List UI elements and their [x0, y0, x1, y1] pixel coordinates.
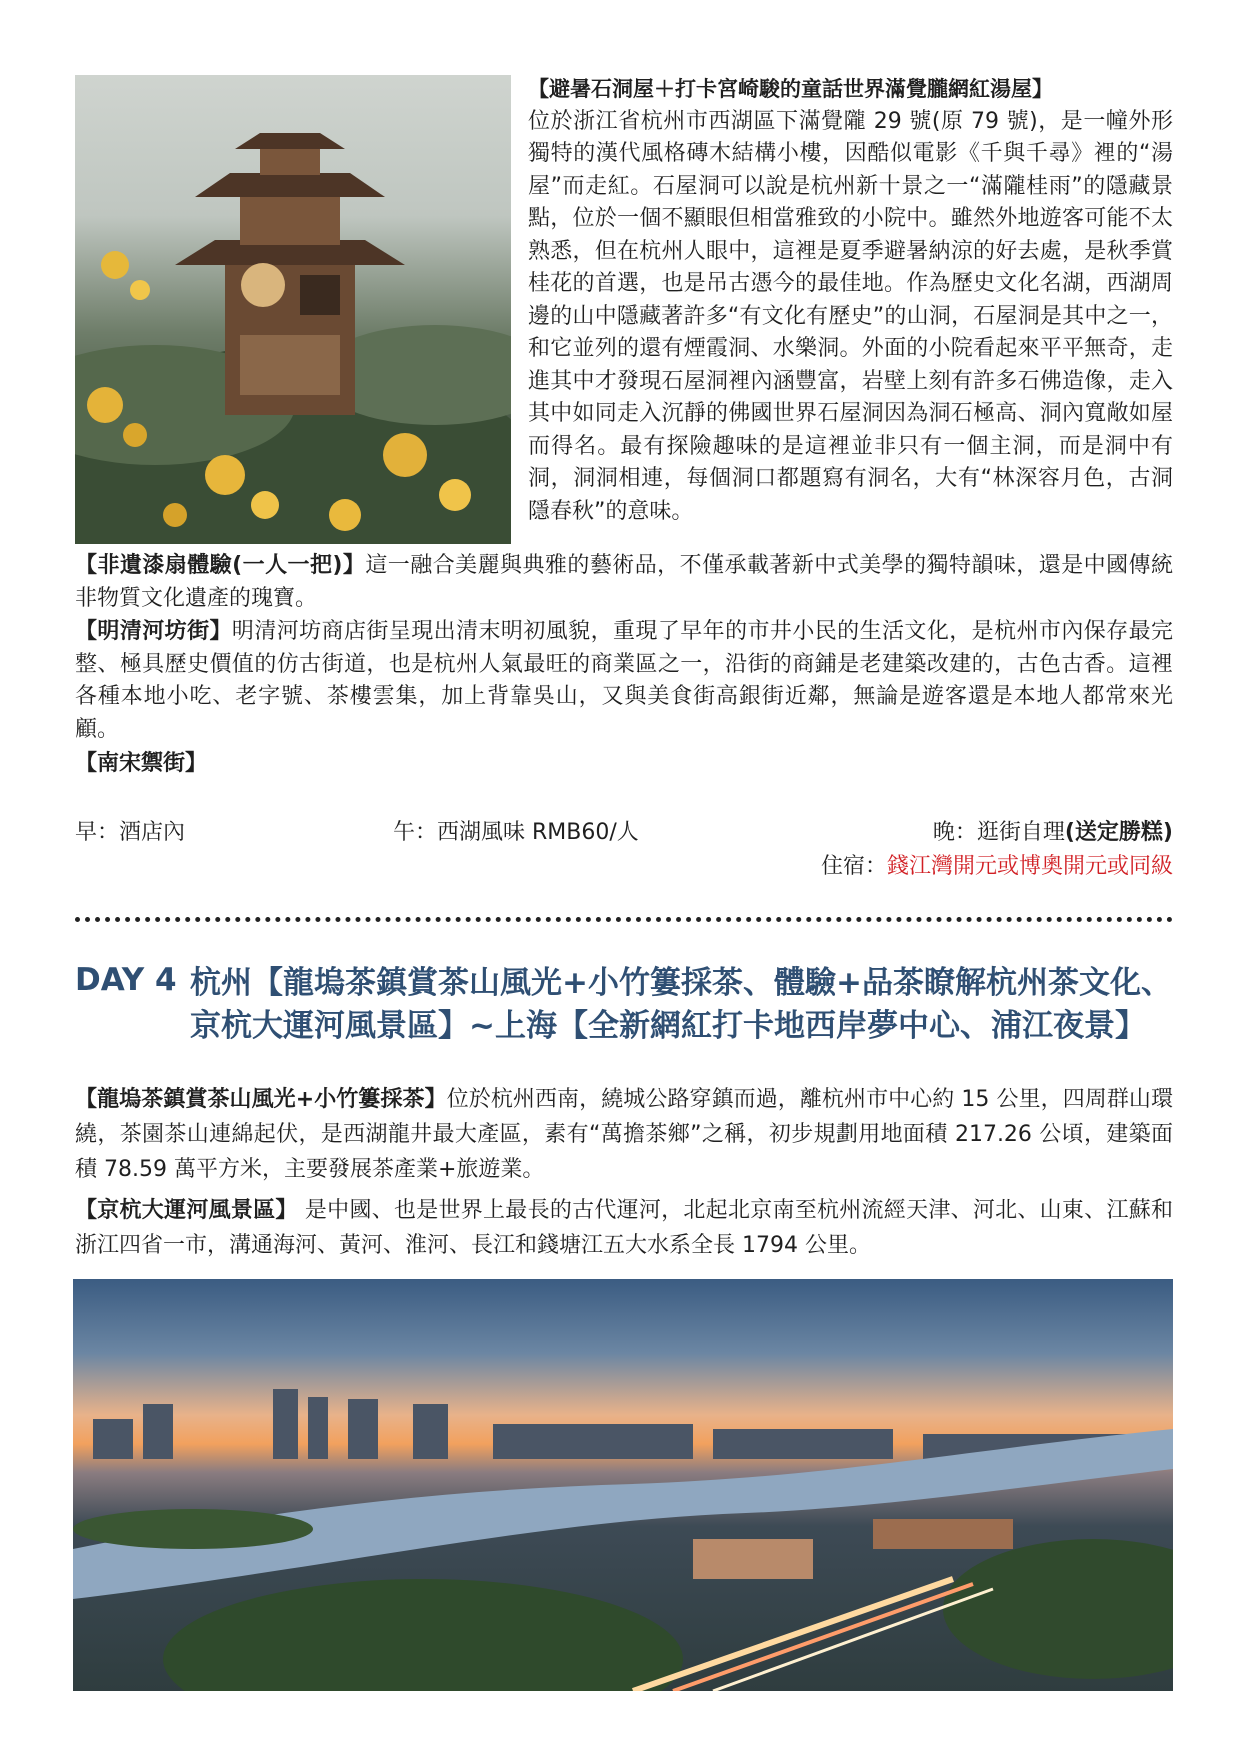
section-divider — [75, 917, 1173, 922]
grand-canal-photo — [73, 1279, 1173, 1691]
hotel-info — [821, 851, 1173, 884]
dinner-text: 晚：逛街自理 — [932, 820, 1065, 845]
hefang-body: 明清河坊商店街呈現出清末明初風貌，重現了早年的市井小民的生活文化，是杭州市內保存最完整、極具歷史價值的仿古街道，也是杭州人氣最旺的商業區之一，沿街的商鋪是老建築改建的，古色古香。這裡各種本地小吃、老字號、茶樓雲集，加上背靠吳山，又與美食街高銀街近鄰，無論是遊客還是本地人都常來光顧。 — [75, 619, 1173, 742]
dinner-gift: (送定勝糕) — [1064, 820, 1173, 845]
lacquer-fan-section — [75, 550, 1173, 615]
hotel-name: 錢江灣開元或博奧開元或同級 — [886, 854, 1173, 879]
day-label: DAY 4 — [75, 962, 177, 998]
grand-canal-section — [75, 1193, 1173, 1263]
stone-house-photo — [75, 75, 511, 544]
day-title: 杭州【龍塢茶鎮賞茶山風光+小竹簍採茶、體驗+品茶瞭解杭州茶文化、京杭大運河風景區】~上海【全新網紅打卡地西岸夢中心、浦江夜景】 — [190, 965, 1172, 1044]
grand-canal-body: 是中國、也是世界上最長的古代運河，北起北京南至杭州流經天津、河北、山東、江蘇和浙江四省一市，溝通海河、黃河、淮河、長江和錢塘江五大水系全長 1794 公里。 — [75, 1198, 1173, 1258]
hefang-heading: 【明清河坊街】 — [75, 619, 232, 644]
stone-house-illustration — [75, 75, 511, 544]
grand-canal-heading: 【京杭大運河風景區】 — [75, 1198, 298, 1223]
stone-house-heading: 【避暑石洞屋＋打卡宮崎駿的童話世界滿覺朧網紅湯屋】 — [528, 77, 1053, 101]
grand-canal-illustration — [73, 1279, 1173, 1691]
longwu-body: 位於杭州西南，繞城公路穿鎮而過，離杭州市中心約 15 公里，四周群山環繞，茶園茶山連綿起伏，是西湖龍井最大產區，素有“萬擔茶鄉”之稱，初步規劃用地面積 217.26 公頃，建築面積 78.59 萬平方米，主要發展茶產業+旅遊業。 — [75, 1087, 1174, 1182]
breakfast-info: 早：酒店內 — [75, 820, 186, 845]
lunch-info: 午：西湖風味 RMB60/人 — [393, 820, 639, 845]
longwu-section — [75, 1082, 1173, 1187]
lacquer-fan-body: 這一融合美麗與典雅的藝術品，不僅承載著新中式美學的獨特韻味，還是中國傳統非物質文化遺產的瑰寶。 — [75, 553, 1173, 611]
nansong-section — [75, 748, 207, 781]
hotel-label: 住宿： — [820, 854, 887, 879]
dinner-info — [933, 817, 1173, 850]
lacquer-fan-heading: 【非遺漆扇體驗(一人一把)】 — [75, 553, 366, 578]
nansong-heading: 【南宋禦街】 — [75, 751, 208, 776]
longwu-heading: 【龍塢茶鎮賞茶山風光+小竹簍採茶】 — [75, 1087, 447, 1112]
stone-house-body: 位於浙江省杭州市西湖區下滿覺隴 29 號(原 79 號)，是一幢外形獨特的漢代風格磚木結構小樓，因酷似電影《千與千尋》裡的“湯屋”而走紅。石屋洞可以說是杭州新十景之一“滿隴桂雨”的隱藏景點，位於一個不顯眼但相當雅致的小院中。雖然外地遊客可能不太熟悉，但在杭州人眼中，這裡是夏季避暑納涼的好去處，是秋季賞桂花的首選，也是吊古憑今的最佳地。作為歷史文化名湖，西湖周邊的山中隱藏著許多“有文化有歷史”的山洞，石屋洞是其中之一，和它並列的還有煙霞洞、水樂洞。外面的小院看起來平平無奇，走進其中才發現石屋洞裡內涵豐富，岩壁上刻有許多石佛造像，走入其中如同走入沉靜的佛國世界石屋洞因為洞石極高、洞內寬敞如屋而得名。最有探險趣味的是這裡並非只有一個主洞，而是洞中有洞，洞洞相連，每個洞口都題寫有洞名，大有“林深容月色，古洞隱春秋”的意味。 — [528, 108, 1173, 524]
hefang-section — [75, 616, 1173, 746]
stone-house-section — [528, 73, 1173, 528]
